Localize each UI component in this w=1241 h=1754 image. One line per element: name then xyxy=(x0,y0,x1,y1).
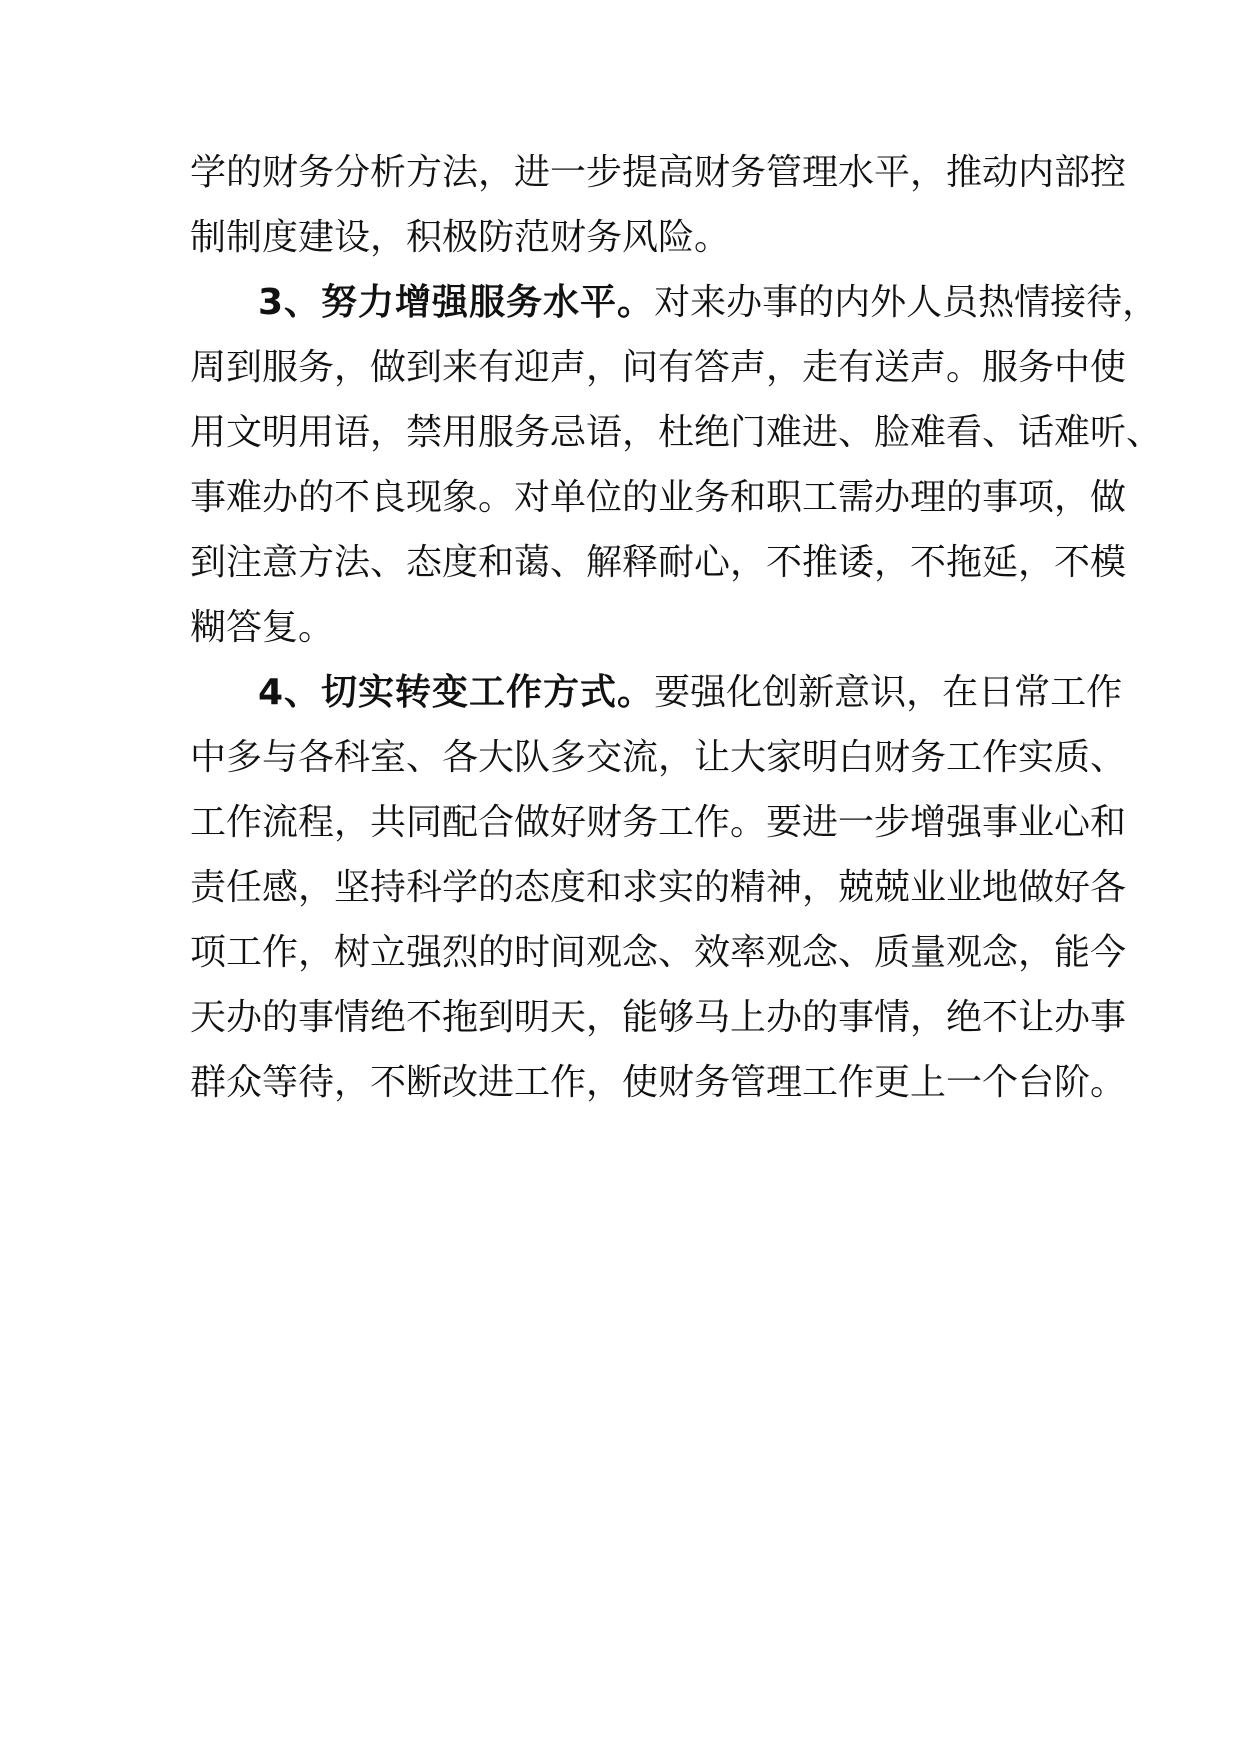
paragraph-service-level xyxy=(190,270,1163,660)
text-line: 事难办的不良现象。对单位的业务和职工需办理的事项，做 xyxy=(190,477,1127,518)
document-body xyxy=(190,140,1163,1115)
text-run: 对来办事的内外人员热情接待， xyxy=(654,282,1159,323)
text-line: 天办的事情绝不拖到明天，能够马上办的事情，绝不让办事 xyxy=(190,997,1127,1038)
section-heading: 3、努力增强服务水平。 xyxy=(258,282,655,323)
text-line: 制制度建设，积极防范财务风险。 xyxy=(190,217,731,258)
text-line: 学的财务分析方法，进一步提高财务管理水平，推动内部控 xyxy=(190,152,1127,193)
text-run: 要强化创新意识，在日常工作 xyxy=(654,672,1123,713)
text-line: 用文明用语，禁用服务忌语，杜绝门难进、脸难看、话难听、 xyxy=(190,412,1163,453)
paragraph-first-line xyxy=(190,660,1123,725)
paragraph-financial-analysis-tail xyxy=(190,140,1127,270)
text-line: 工作流程，共同配合做好财务工作。要进一步增强事业心和 xyxy=(190,802,1127,843)
text-line: 中多与各科室、各大队多交流，让大家明白财务工作实质、 xyxy=(190,737,1127,778)
text-line: 到注意方法、态度和蔼、解释耐心，不推诿，不拖延，不模 xyxy=(190,542,1127,583)
text-line: 项工作，树立强烈的时间观念、效率观念、质量观念，能今 xyxy=(190,932,1127,973)
text-line: 责任感，坚持科学的态度和求实的精神，兢兢业业地做好各 xyxy=(190,867,1127,908)
paragraph-first-line xyxy=(190,270,1159,335)
text-line: 周到服务，做到来有迎声，问有答声，走有送声。服务中使 xyxy=(190,347,1127,388)
section-heading: 4、切实转变工作方式。 xyxy=(258,672,655,713)
text-line: 群众等待，不断改进工作，使财务管理工作更上一个台阶。 xyxy=(190,1062,1127,1103)
text-line: 糊答复。 xyxy=(190,607,335,648)
paragraph-work-style xyxy=(190,660,1127,1115)
